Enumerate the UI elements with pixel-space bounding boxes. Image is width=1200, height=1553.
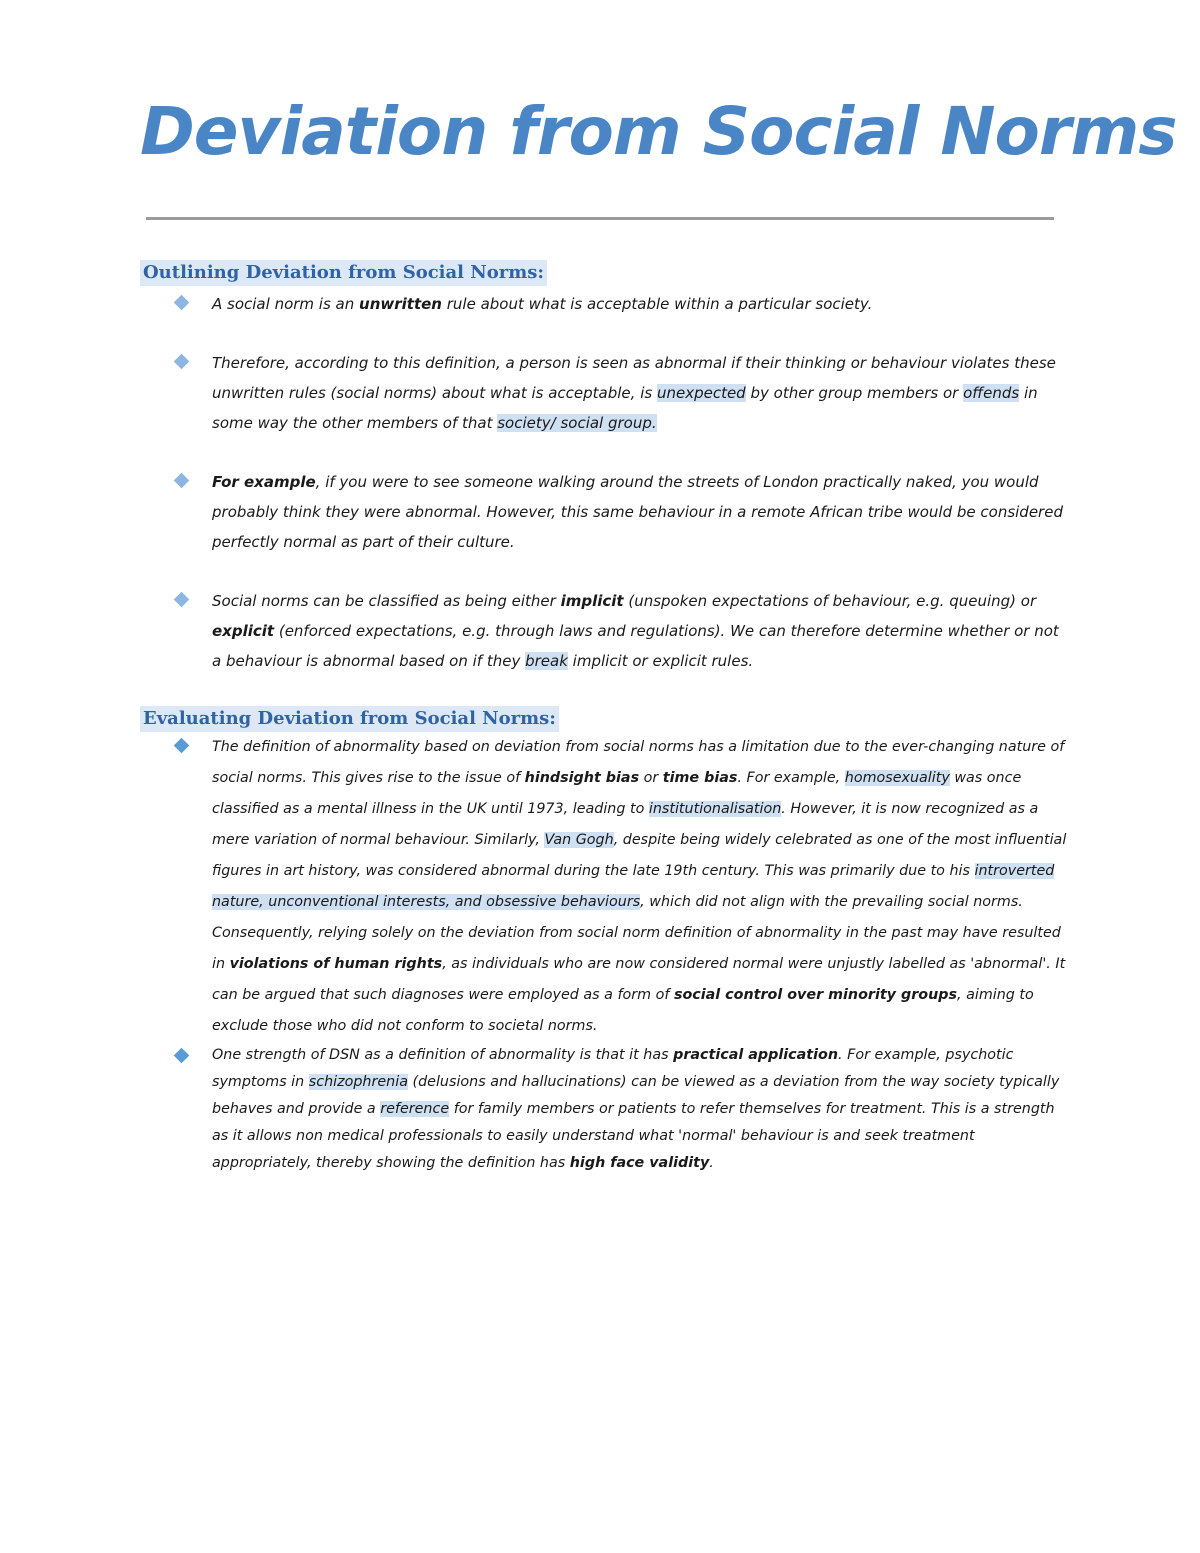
text-run: . For example, [737, 770, 845, 786]
text-run: (enforced expectations, e.g. through laws and regulations). We can therefore determine whether or not a behaviour is abnormal based on if they [212, 622, 1059, 670]
bold-term: violations of human rights [229, 956, 443, 972]
highlighted-term: schizophrenia [308, 1074, 408, 1090]
text-run: implicit or explicit rules. [567, 652, 754, 670]
highlighted-term: Van Gogh [544, 832, 614, 848]
text-run: . For example, psychotic symptoms in [212, 1047, 1014, 1090]
text-run: (delusions and hallucinations) can be viewed as a deviation from the way society typically behaves and provide a [212, 1074, 1060, 1117]
evaluating-bullet-list [172, 732, 1072, 1177]
text-run: Therefore, according to this definition, a person is seen as abnormal if their thinking or behaviour violates these unwritten rules (social norms) about what is acceptable, is [212, 354, 1056, 402]
text-run: for family members or patients to refer themselves for treatment. This is a strength as it allows non medical professionals to easily understand what 'normal' behaviour is and seek treatment appropriately, thereby showing the definition has [212, 1101, 1055, 1171]
text-run: Social norms can be classified as being either [212, 592, 561, 610]
text-run: , aiming to exclude those who did not conform to societal norms. [212, 987, 1034, 1034]
text-run: . [709, 1155, 714, 1171]
diamond-bullet-icon [174, 738, 190, 754]
highlighted-term: offends [963, 384, 1020, 402]
list-item-text [212, 295, 872, 313]
diamond-bullet-icon [174, 473, 190, 489]
text-run: One strength of DSN as a definition of abnormality is that it has [212, 1047, 674, 1063]
bold-term: explicit [212, 622, 275, 640]
bold-term: high face validity [569, 1155, 710, 1171]
diamond-bullet-icon [174, 592, 190, 608]
text-run: , as individuals who are now considered normal were unjustly labelled as 'abnormal'. It can be argued that such diagnoses were employed as a form of [212, 956, 1066, 1003]
diamond-bullet-icon [174, 354, 190, 370]
list-item [172, 732, 1072, 1042]
text-run: by other group members or [745, 384, 964, 402]
text-run: , if you were to see someone walking around the streets of London practically naked, you would probably think they were abnormal. However, this same behaviour in a remote African tribe would be considered perfectly normal as part of their culture. [212, 473, 1063, 551]
list-item [172, 586, 1072, 676]
list-item-text [212, 1047, 1059, 1171]
highlighted-term: reference [380, 1101, 450, 1117]
bold-term: social control over minority groups [673, 987, 958, 1003]
text-run: or [639, 770, 663, 786]
text-run: The definition of abnormality based on deviation from social norms has a limitation due to the ever-changing nature of social norms. This gives rise to the issue of [212, 739, 1065, 786]
list-item [172, 467, 1072, 557]
list-item-text [212, 473, 1063, 551]
list-item-text [212, 739, 1066, 1034]
document-title: Deviation from Social Norms [140, 93, 1177, 170]
section-heading-evaluating: Evaluating Deviation from Social Norms: [140, 706, 559, 732]
bold-term: implicit [560, 592, 624, 610]
highlighted-term: institutionalisation [648, 801, 782, 817]
diamond-bullet-icon [174, 295, 190, 311]
text-run: in some way the other members of that [212, 384, 1038, 432]
list-item [172, 348, 1072, 438]
bold-term: hindsight bias [524, 770, 640, 786]
diamond-bullet-icon [174, 1048, 190, 1064]
highlighted-term: unexpected [656, 384, 746, 402]
title-divider [146, 217, 1054, 220]
text-run: . However, it is now recognized as a mere variation of normal behaviour. Similarly, [212, 801, 1039, 848]
bold-term: practical application [673, 1047, 839, 1063]
highlighted-term: break [525, 652, 568, 670]
list-item-text [212, 592, 1059, 670]
bold-term: For example [212, 473, 316, 491]
highlighted-term: homosexuality [844, 770, 950, 786]
bold-term: time bias [662, 770, 738, 786]
highlighted-term: society/ social group. [497, 414, 657, 432]
text-run: , despite being widely celebrated as one of the most influential figures in art history, was considered abnormal during the late 19th century. This was primarily due to his [212, 832, 1067, 879]
list-item [172, 1042, 1072, 1177]
text-run: was once classified as a mental illness in the UK until 1973, leading to [212, 770, 1022, 817]
highlighted-term: introverted nature, unconventional interests, and obsessive behaviours [212, 863, 1055, 910]
text-run: rule about what is acceptable within a particular society. [441, 295, 873, 313]
bold-term: unwritten [359, 295, 442, 313]
text-run: A social norm is an [212, 295, 360, 313]
section-heading-outlining: Outlining Deviation from Social Norms: [140, 260, 547, 286]
text-run: (unspoken expectations of behaviour, e.g. queuing) or [623, 592, 1037, 610]
list-item-text [212, 354, 1056, 432]
text-run: , which did not align with the prevailing social norms. Consequently, relying solely on the deviation from social norm definition of abnormality in the past may have resulted in [212, 894, 1061, 972]
list-item [172, 289, 1072, 319]
outlining-bullet-list [172, 289, 1072, 705]
